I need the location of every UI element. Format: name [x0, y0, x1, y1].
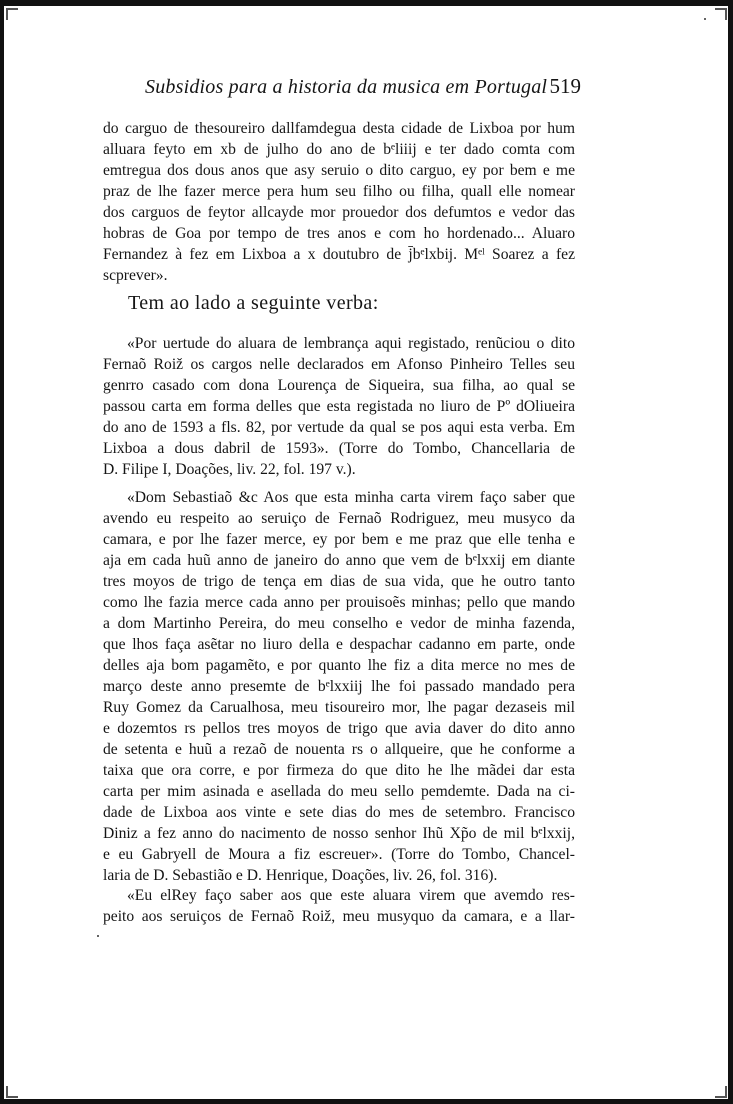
text-line: hobras de Goa por tempo de tres anos e com ho hordenado... Aluaro: [103, 225, 575, 242]
text-line: scprever».: [103, 267, 168, 284]
stray-dot: [97, 935, 99, 937]
text-line: dos carguos de feytor allcayde mor prouedor dos defumtos e vedor das: [103, 204, 575, 221]
page-number: 519: [549, 74, 581, 98]
paragraph-el-rey: [103, 885, 575, 927]
running-title: Subsidios para a historia da musica em Portugal: [145, 76, 548, 98]
paragraph: [103, 333, 575, 480]
text-line: laria de D. Sebastião e D. Henrique, Doações, liv. 26, fol. 316).: [103, 867, 498, 884]
text-line: tres moyos de trigo de tença em dias de sua vida, que he outro tanto: [103, 573, 575, 590]
text-line: emtregua dos dous anos que asy seruio o dito carguo, ey por bem e me: [103, 162, 575, 179]
text-line: Diniz a fez anno do nacimento de nosso senhor Ihũ Xp̃o de mil bᵉlxxij,: [103, 825, 575, 842]
crop-mark-bottom-left: [6, 1086, 18, 1098]
text-line: Fernandez à fez em Lixboa a x doutubro de j̄bᵉlxbij. Mᵉˡ Soarez a fez: [103, 246, 575, 263]
text-line: que lhos faça asẽtar no liuro della e despachar cadanno em parte, onde: [103, 636, 575, 653]
text-line: «Dom Sebastiaõ &c Aos que esta minha carta virem faço saber que: [127, 489, 575, 506]
text-line: março deste anno presemte de bᵉlxxiij lhe foi passado mandado pera: [103, 678, 575, 695]
paragraph: [103, 885, 575, 927]
paragraph: [103, 118, 575, 286]
text-line: carta per mim asinada e asellada do meu sello pemdemte. Dada na ci-: [103, 783, 575, 800]
text-line: avendo eu respeito ao seruiço de Fernaõ Rodriguez, meu musyco da: [103, 510, 575, 527]
crop-mark-top-right: [715, 8, 727, 20]
text-line: aja em cada huũ anno de janeiro do anno que vem de bᵉlxxij em diante: [103, 552, 575, 569]
text-line: de setenta e huũ a rezaõ de nouenta rs o allqueire, que he conforme a: [103, 741, 575, 758]
text-line: peito aos seruiços de Fernaõ Roiž, meu musyquo da camara, e a llar-: [103, 908, 575, 925]
paragraph: [103, 487, 575, 886]
text-line: D. Filipe I, Doações, liv. 22, fol. 197 v.).: [103, 461, 356, 478]
stray-dot: [704, 18, 706, 20]
text-line: Ruy Gomez da Carualhosa, meu tisoureiro mor, lhe pagar dezaseis mil: [103, 699, 575, 716]
section-heading: Tem ao lado a seguinte verba:: [128, 292, 379, 314]
crop-mark-top-left: [6, 8, 18, 20]
text-line: taixa que ora corre, e por firmeza do que dito he lhe mãdei dar esta: [103, 762, 575, 779]
crop-mark-bottom-right: [715, 1086, 727, 1098]
paragraph-dom-sebastiao: [103, 487, 575, 886]
text-line: genrro casado com dona Lourença de Siqueira, sua filha, ao qual se: [103, 377, 575, 394]
text-line: dade de Lixboa aos vinte e sete dias do mes de setembro. Francisco: [103, 804, 575, 821]
paragraph-continuation: [103, 118, 575, 286]
text-line: «Por uertude do aluara de lembrança aqui registado, renũciou o dito: [127, 335, 575, 352]
text-line: Fernaõ Roiž os cargos nelle declarados em Afonso Pinheiro Telles seu: [103, 356, 575, 373]
paragraph-verba: [103, 333, 575, 480]
text-line: praz de lhe fazer merce pera hum seu filho ou filha, quall elle nomear: [103, 183, 575, 200]
text-line: e dozemtos rs pellos tres moyos de trigo que avia daver do dito anno: [103, 720, 575, 737]
text-line: camara, e por lhe fazer merce, ey por bem e me praz que elle tenha e: [103, 531, 575, 548]
text-line: «Eu elRey faço saber aos que este aluara virem que avemdo res-: [127, 887, 575, 904]
text-line: a dom Martinho Pereira, do meu conselho e vedor de minha fazenda,: [103, 615, 575, 632]
text-line: passou carta em forma delles que esta registada no liuro de Pº dOlіueira: [103, 398, 575, 415]
page-header: [145, 74, 581, 99]
text-line: e eu Gabryell de Moura a fiz escreuer». (Torre do Tombo, Chancel-: [103, 846, 575, 863]
text-line: do ano de 1593 a fls. 82, por vertude da qual se pos aqui esta verba. Em: [103, 419, 575, 436]
text-line: do carguo de thesoureiro dallfamdegua desta cidade de Lixboa por hum: [103, 120, 575, 137]
text-line: alluara feyto em xb de julho do ano de bᵉliiij e ter dado comta com: [103, 141, 575, 158]
text-line: Lixboa a dous dabril de 1593». (Torre do Tombo, Chancellaria de: [103, 440, 575, 457]
text-line: delles aja bom pagamẽto, e por quanto lhe fiz a dita merce no mes de: [103, 657, 575, 674]
text-line: como lhe fazia merce cada anno per prouisoẽs minhas; pello que mando: [103, 594, 575, 611]
